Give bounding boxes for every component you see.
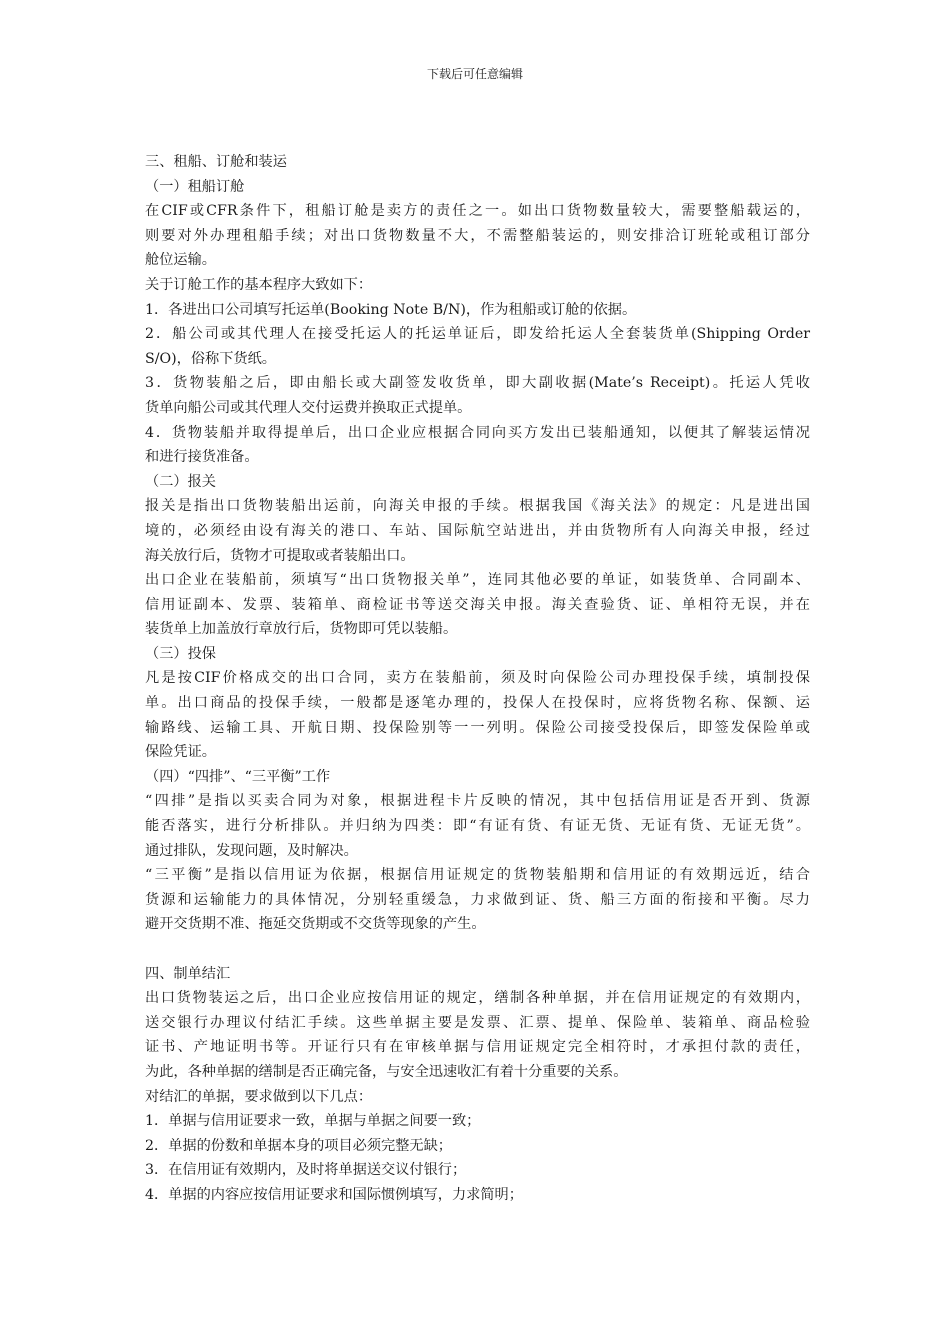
text-line: S/O)，俗称下货纸。 <box>145 350 276 367</box>
text-line: 3．货物装船之后，即由船长或大副签发收货单，即大副收据(Mate’s Receipt)。托运人凭收 <box>145 375 810 392</box>
text-line: 出口货物装运之后，出口企业应按信用证的规定，缮制各种单据，并在信用证规定的有效期内， <box>145 990 810 1007</box>
text-line: 舱位运输。 <box>145 252 216 269</box>
text-line: “四排”是指以买卖合同为对象，根据进程卡片反映的情况，其中包括信用证是否开到、货源 <box>145 793 810 810</box>
text-line: 为此，各种单据的缮制是否正确完备，与安全迅速收汇有着十分重要的关系。 <box>145 1063 628 1080</box>
text-line: “三平衡”是指以信用证为依据，根据信用证规定的货物装船期和信用证的有效期远近，结合 <box>145 867 810 884</box>
text-line: 四、制单结汇 <box>145 965 231 982</box>
text-line: 凡是按CIF价格成交的出口合同，卖方在装船前，须及时向保险公司办理投保手续，填制投保 <box>145 670 810 687</box>
text-line: （一）租船订舱 <box>145 178 245 195</box>
text-line: 2．单据的份数和单据本身的项目必须完整无缺； <box>145 1137 452 1154</box>
text-line: 避开交货期不准、拖延交货期或不交货等现象的产生。 <box>145 916 486 933</box>
text-line: 境的，必须经由设有海关的港口、车站、国际航空站进出，并由货物所有人向海关申报，经过 <box>145 522 810 539</box>
text-line: （三）投保 <box>145 645 216 662</box>
text-line: 通过排队，发现问题，及时解决。 <box>145 842 358 859</box>
text-line: 货源和运输能力的具体情况，分别轻重缓急，力求做到证、货、船三方面的衔接和平衡。尽力 <box>145 891 810 908</box>
text-line <box>145 937 810 962</box>
text-line: 证书、产地证明书等。开证行只有在审核单据与信用证规定完全相符时，才承担付款的责任， <box>145 1039 810 1056</box>
text-line: 送交银行办理议付结汇手续。这些单据主要是发票、汇票、提单、保险单、装箱单、商品检验 <box>145 1014 810 1031</box>
text-line: 对结汇的单据，要求做到以下几点： <box>145 1088 373 1105</box>
text-line: 关于订舱工作的基本程序大致如下： <box>145 276 373 293</box>
text-line: （二）报关 <box>145 473 216 490</box>
text-line: 货单向船公司或其代理人交付运费并换取正式提单。 <box>145 399 472 416</box>
text-line: 1．单据与信用证要求一致，单据与单据之间要一致； <box>145 1113 481 1130</box>
text-line: 单。出口商品的投保手续，一般都是逐笔办理的，投保人在投保时，应将货物名称、保额、运 <box>145 695 810 712</box>
text-line: 信用证副本、发票、装箱单、商检证书等送交海关申报。海关查验货、证、单相符无误，并在 <box>145 596 810 613</box>
text-line: 在CIF或CFR条件下，租船订舱是卖方的责任之一。如出口货物数量较大，需要整船载运的， <box>145 203 810 220</box>
text-line: 能否落实，进行分析排队。并归纳为四类：即“有证有货、有证无货、无证有货、无证无货”。 <box>145 818 810 835</box>
text-line: 报关是指出口货物装船出运前，向海关申报的手续。根据我国《海关法》的规定：凡是进出国 <box>145 498 810 515</box>
text-line: 4．单据的内容应按信用证要求和国际惯例填写，力求简明； <box>145 1186 523 1203</box>
text-line: 出口企业在装船前，须填写“出口货物报关单”，连同其他必要的单证，如装货单、合同副本、 <box>145 572 810 589</box>
text-line: 三、租船、订舱和装运 <box>145 154 287 170</box>
text-line: 和进行接货准备。 <box>145 449 259 466</box>
text-line: 输路线、运输工具、开航日期、投保险别等一一列明。保险公司接受投保后，即签发保险单或 <box>145 719 810 736</box>
text-line: 则要对外办理租船手续；对出口货物数量不大，不需整船装运的，则安排洽订班轮或租订部分 <box>145 227 810 244</box>
page-header: 下载后可任意编辑 <box>426 67 523 81</box>
text-line: 海关放行后，货物才可提取或者装船出口。 <box>145 547 415 564</box>
text-line: 2．船公司或其代理人在接受托运人的托运单证后，即发给托运人全套装货单(Shipping Order <box>145 326 810 343</box>
text-line: 1．各进出口公司填写托运单(Booking Note B/N)，作为租船或订舱的依据。 <box>145 301 637 318</box>
text-line: 装货单上加盖放行章放行后，货物即可凭以装船。 <box>145 621 458 638</box>
document-body <box>145 150 810 1208</box>
text-line: 3．在信用证有效期内，及时将单据送交议付银行； <box>145 1162 467 1179</box>
text-line: 保险凭证。 <box>145 744 216 761</box>
text-line: （四）“四排”、“三平衡”工作 <box>145 768 331 785</box>
text-line: 4．货物装船并取得提单后，出口企业应根据合同向买方发出已装船通知，以便其了解装运情况 <box>145 424 810 441</box>
